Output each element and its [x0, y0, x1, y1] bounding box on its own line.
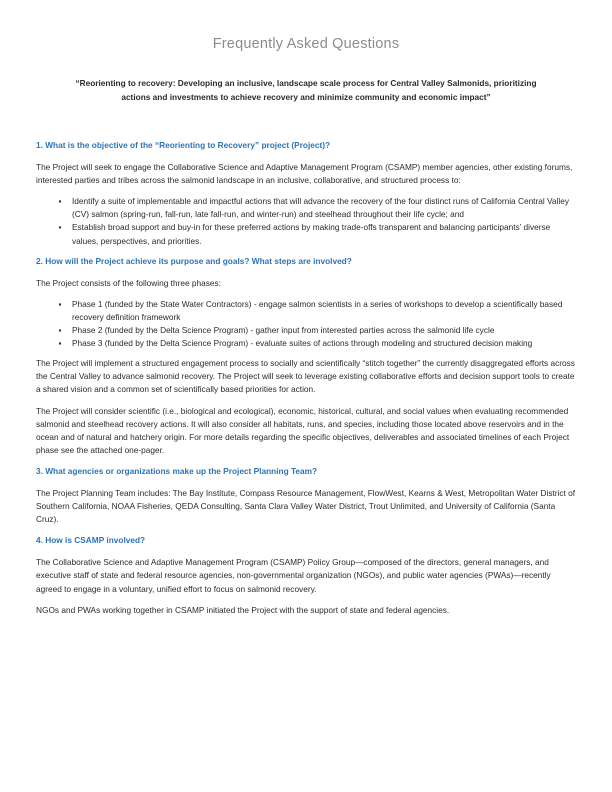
faq-question-4: 4. How is CSAMP involved? [36, 535, 146, 546]
bullet-icon: ▪ [58, 222, 62, 233]
faq-2-bullet-list [36, 298, 576, 350]
faq-1-intro: The Project will seek to engage the Collaborative Science and Adaptive Management Program (CSAMP) member agencies, other existing forums, interested parties and tribes across the salmonid landscape in an inclusive, collaborative, and structured process to: [36, 162, 573, 186]
list-item [58, 221, 576, 247]
faq-1-bullet-list [36, 195, 576, 247]
faq-2-paragraph: The Project will implement a structured engagement process to socially and scientifically “stitch together” the currently disaggregated efforts across the Central Valley to advance salmonid recovery. The Project will seek to leverage existing collaborative efforts and decision support tools to create a shared vision and a common set of scientifically based priorities for action. [36, 358, 575, 395]
faq-question-1: 1. What is the objective of the “Reorienting to Recovery” project (Project)? [36, 140, 331, 150]
bullet-text: Establish broad support and buy-in for these preferred actions by making trade-offs transparent and balancing participants’ diverse values, perspectives, and priorities. [72, 222, 551, 246]
bullet-icon: ▪ [58, 196, 62, 207]
bullet-text: Phase 3 (funded by the Delta Science Program) - evaluate suites of actions through modeling and structured decision making [72, 338, 533, 349]
faq-question-2: 2. How will the Project achieve its purpose and goals? What steps are involved? [36, 255, 352, 266]
list-item [58, 337, 576, 350]
list-item [58, 324, 576, 337]
faq-question-3: 3. What agencies or organizations make up the Project Planning Team? [36, 465, 318, 476]
bullet-icon: ▪ [58, 338, 62, 349]
faq-4-paragraph: The Collaborative Science and Adaptive Management Program (CSAMP) Policy Group—composed of the directors, general managers, and executive staff of state and federal resource agencies, non-governmental organization (NGOs), and public water agencies (PWAs)—recently agreed to engage in a voluntary, unified effort to focus on salmonid recovery. [36, 557, 551, 594]
page-title: Frequently Asked Questions [212, 36, 400, 52]
faq-3-paragraph: The Project Planning Team includes: The Bay Institute, Compass Resource Management, FlowWest, Kearns & West, Metropolitan Water District of Southern California, NOAA Fisheries, QEDA Consulting, Santa Clara Valley Water District, Trout Unlimited, and University of California (Santa Cruz). [36, 487, 576, 525]
faq-2-paragraph: The Project will consider scientific (i.e., biological and ecological), economic, historical, cultural, and social values when evaluating recommended salmonid and steelhead recovery actions. It will also consider all habitats, runs, and species, including those located above reservoirs and in the ocean and of natural and hatchery origin. For more details regarding the specific objectives, deliverables and associated timelines of each Project phase see the attached one-pager. [36, 405, 570, 455]
bullet-text: Phase 1 (funded by the State Water Contractors) - engage salmon scientists in a series of workshops to develop a scientifically based recovery definition framework [72, 298, 563, 322]
faq-4-paragraph: NGOs and PWAs working together in CSAMP initiated the Project with the support of state and federal agencies. [36, 604, 450, 615]
list-item [58, 298, 576, 324]
bullet-text: Identify a suite of implementable and impactful actions that will advance the recovery of the four distinct runs of California Central Valley (CV) salmon (spring-run, fall-run, late fall-run, and winter-run) and steelhead throughout their life cycle; and [72, 196, 569, 220]
bullet-icon: ▪ [58, 298, 62, 309]
faq-2-intro: The Project consists of the following three phases: [36, 277, 221, 288]
project-subtitle: “Reorienting to recovery: Developing an inclusive, landscape scale process for Central Valley Salmonids, prioritizing actions and investments to achieve recovery and minimize community and economic impact” [75, 78, 537, 102]
list-item [58, 195, 576, 221]
bullet-icon: ▪ [58, 325, 62, 336]
faq-body [36, 139, 576, 625]
bullet-text: Phase 2 (funded by the Delta Science Program) - gather input from interested parties across the salmonid life cycle [72, 325, 495, 336]
